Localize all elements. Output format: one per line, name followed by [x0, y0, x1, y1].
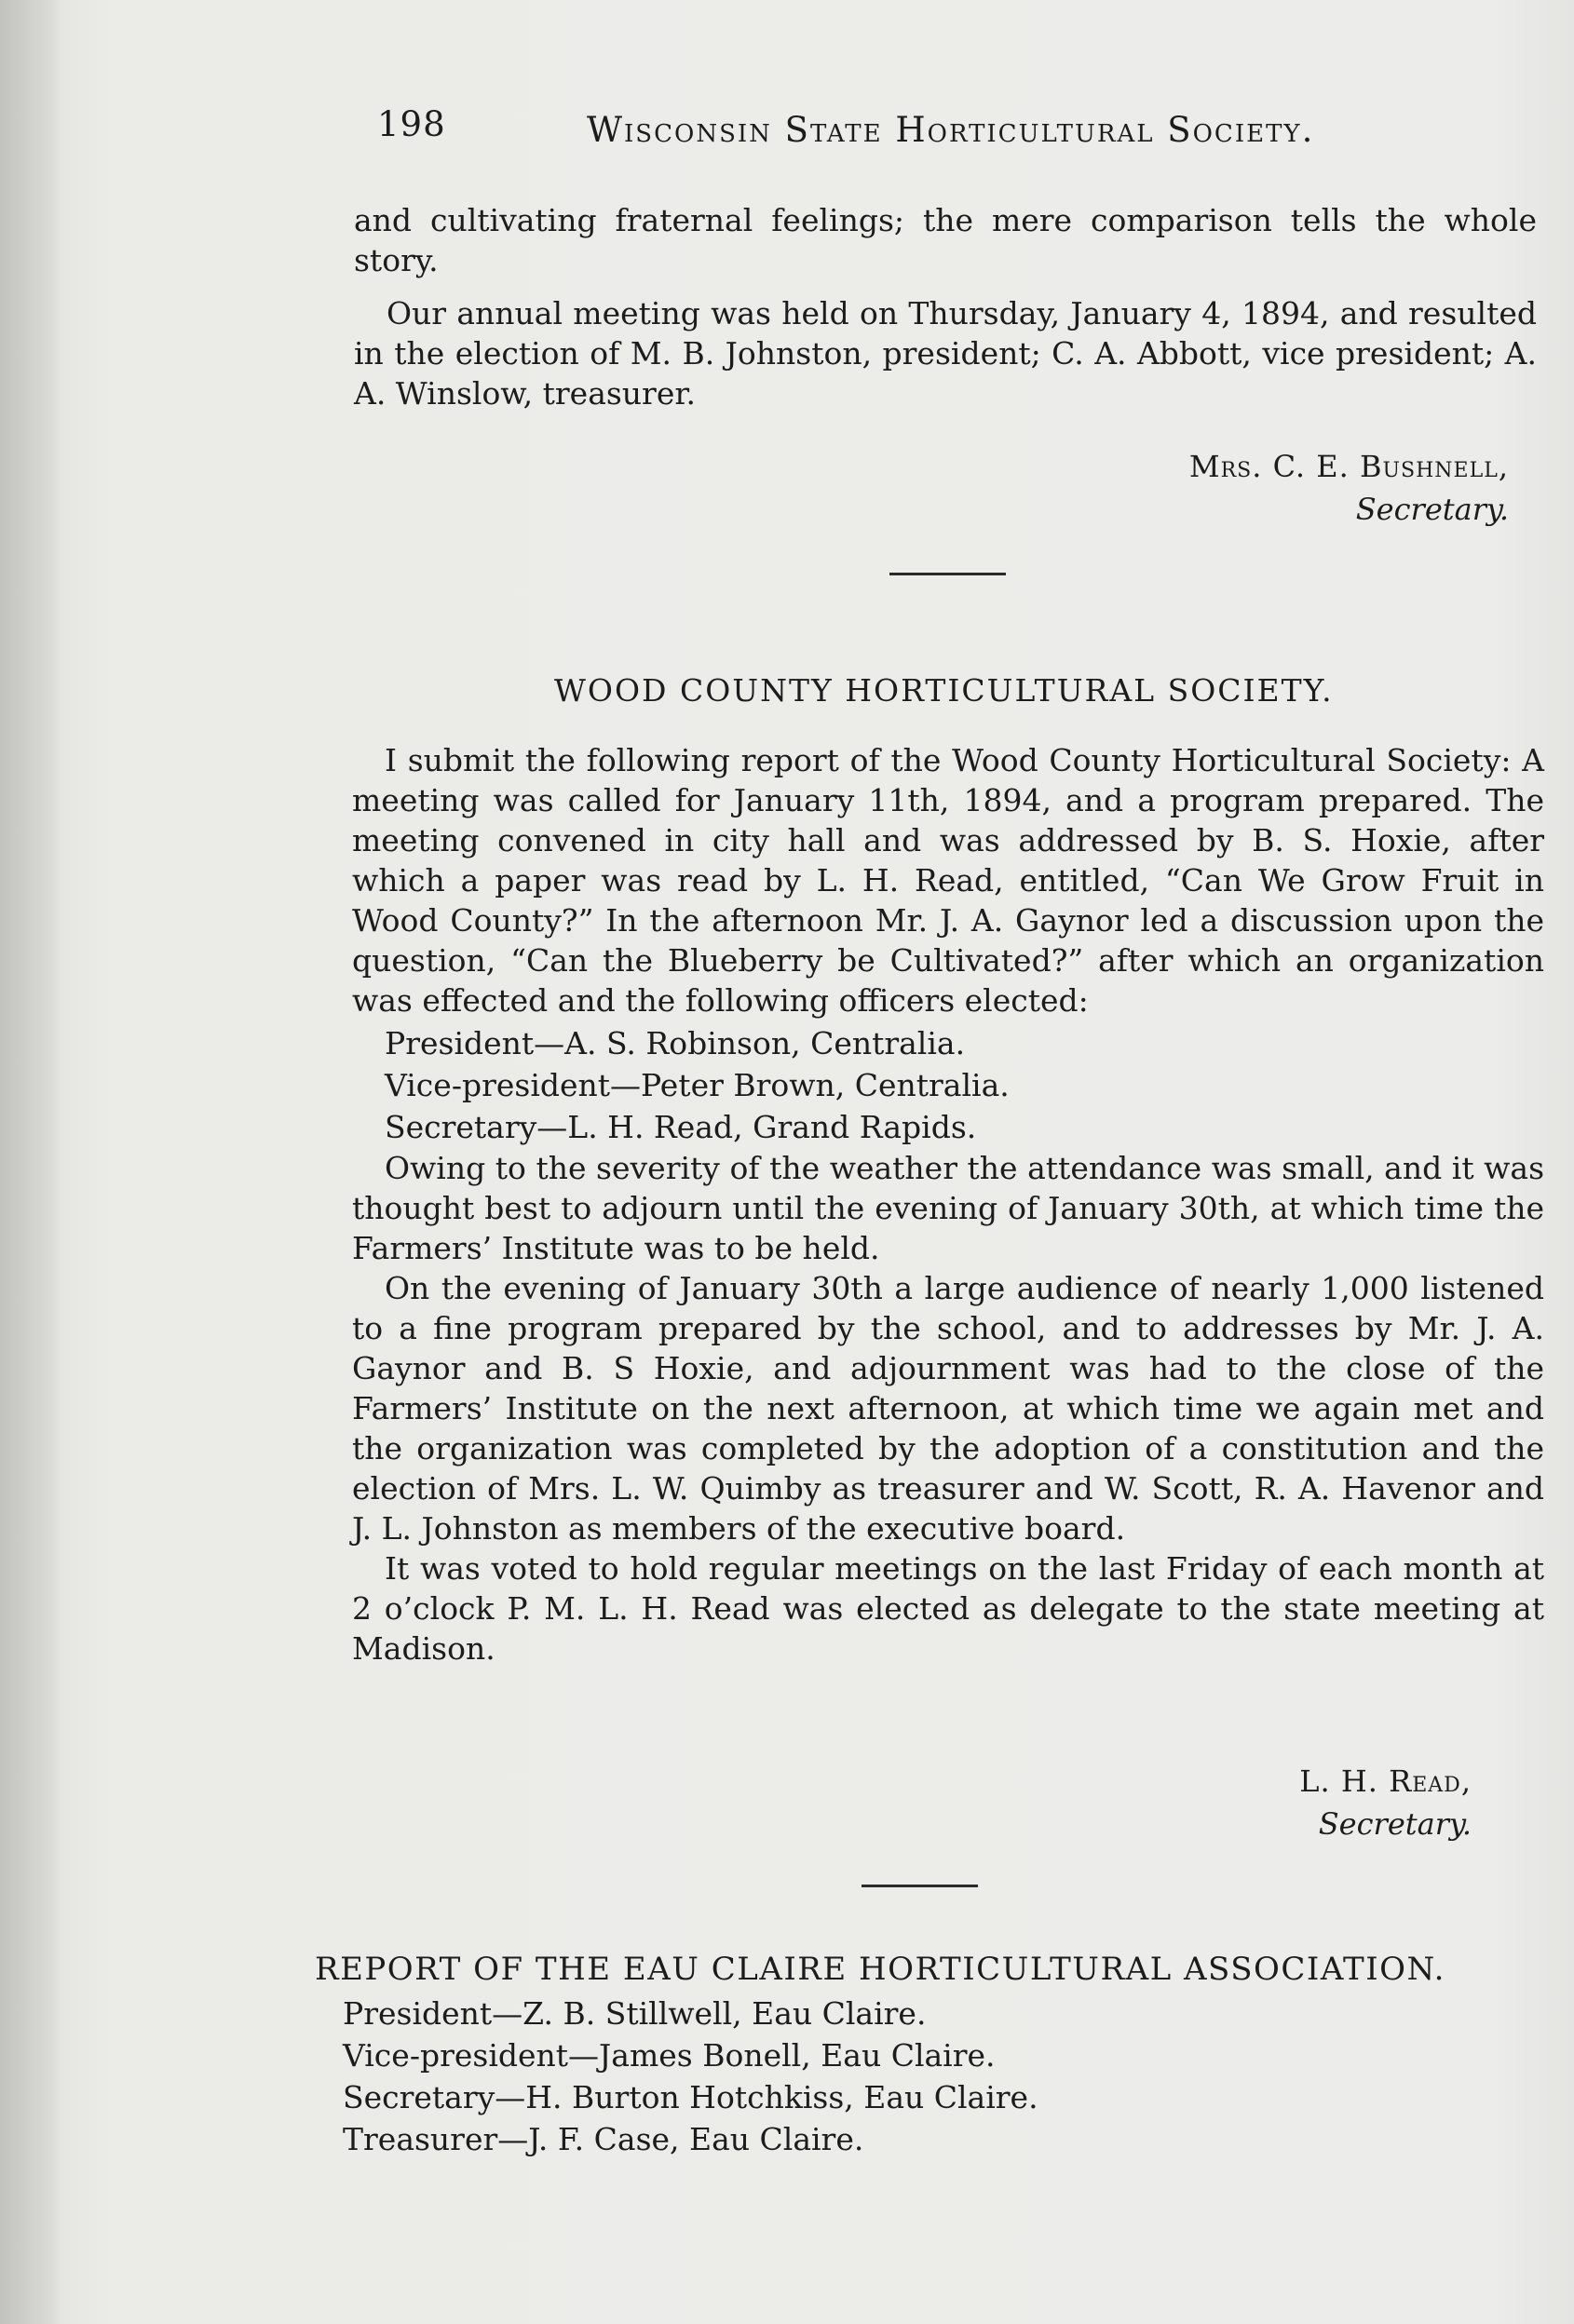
officer-secretary: Secretary—L. H. Read, Grand Rapids. — [385, 1109, 977, 1145]
wood-county-heading: WOOD COUNTY HORTICULTURAL SOCIETY. — [554, 672, 1334, 709]
signature-name: Mrs. C. E. Bushnell, — [1188, 449, 1509, 484]
officer-president: President—A. S. Robinson, Centralia. — [385, 1025, 966, 1061]
wood-county-officers — [352, 1022, 1544, 1148]
wood-county-paragraph-3: On the evening of January 30th a large audience of nearly 1,000 listened to a fine program prepared by the school, and to addresses by Mr. J. A. Gaynor and B. S Hoxie, and adjournment was had to the close of the Farmers’ Institute on the next afternoon, at which time we again met and the organization was completed by the adoption of a constitution and the election of Mrs. L. W. Quimby as treasurer and W. Scott, R. A. Havenor and J. L. Johnston as members of the executive board. — [352, 1270, 1544, 1547]
journal-title: Wisconsin State Horticultural Society. — [587, 110, 1315, 150]
section-divider — [889, 573, 1006, 575]
signature-name: L. H. Read, — [1299, 1763, 1472, 1799]
continuation-paragraph: and cultivating fraternal feelings; the mere comparison tells the whole story. — [354, 202, 1537, 278]
officer-secretary: Secretary—H. Burton Hotchkiss, Eau Claire. — [343, 2079, 1038, 2115]
officer-vice-president: Vice-president—Peter Brown, Centralia. — [385, 1067, 1010, 1103]
officer-treasurer: Treasurer—J. F. Case, Eau Claire. — [343, 2121, 864, 2157]
officer-vice-president: Vice-president—James Bonell, Eau Claire. — [343, 2037, 996, 2074]
wood-county-paragraph-4: It was voted to hold regular meetings on the last Friday of each month at 2 o’clock P. M. L. H. Read was elected as delegate to the state meeting at Madison. — [352, 1550, 1544, 1667]
wood-county-report — [352, 740, 1544, 1669]
wood-county-paragraph-2: Owing to the severity of the weather the attendance was small, and it was thought best to adjourn until the evening of January 30th, at which time the Farmers’ Institute was to be held. — [352, 1150, 1544, 1266]
page-number: 198 — [377, 104, 446, 144]
signature-title: Secretary. — [1355, 492, 1509, 527]
wood-county-paragraph-1: I submit the following report of the Wood County Horticultural Society: A meeting was called for January 11th, 1894, and a program prepared. The meeting convened in city hall and was addressed by B. S. Hoxie, after which a paper was read by L. H. Read, entitled, “Can We Grow Fruit in Wood County?” In the afternoon Mr. J. A. Gaynor led a discussion upon the question, “Can the Blueberry be Cultivated?” after which an organization was effected and the following officers elected: — [352, 742, 1544, 1019]
officer-president: President—Z. B. Stillwell, Eau Claire. — [343, 1995, 927, 2032]
eau-claire-officers — [343, 1993, 1181, 2160]
annual-meeting-paragraph: Our annual meeting was held on Thursday, January 4, 1894, and resulted in the election of M. B. Johnston, president; C. A. Abbott, vice president; A. A. Winslow, treasurer. — [354, 295, 1537, 412]
signature-title: Secretary. — [1318, 1806, 1472, 1842]
running-head — [377, 104, 1574, 151]
binding-shadow — [0, 0, 61, 2324]
eau-claire-heading: REPORT OF THE EAU CLAIRE HORTICULTURAL ASSOCIATION. — [315, 1951, 1445, 1988]
intro-signature — [1189, 445, 1509, 531]
wood-county-signature — [1299, 1760, 1472, 1845]
section-divider — [862, 1885, 978, 1887]
intro-section — [354, 200, 1537, 413]
